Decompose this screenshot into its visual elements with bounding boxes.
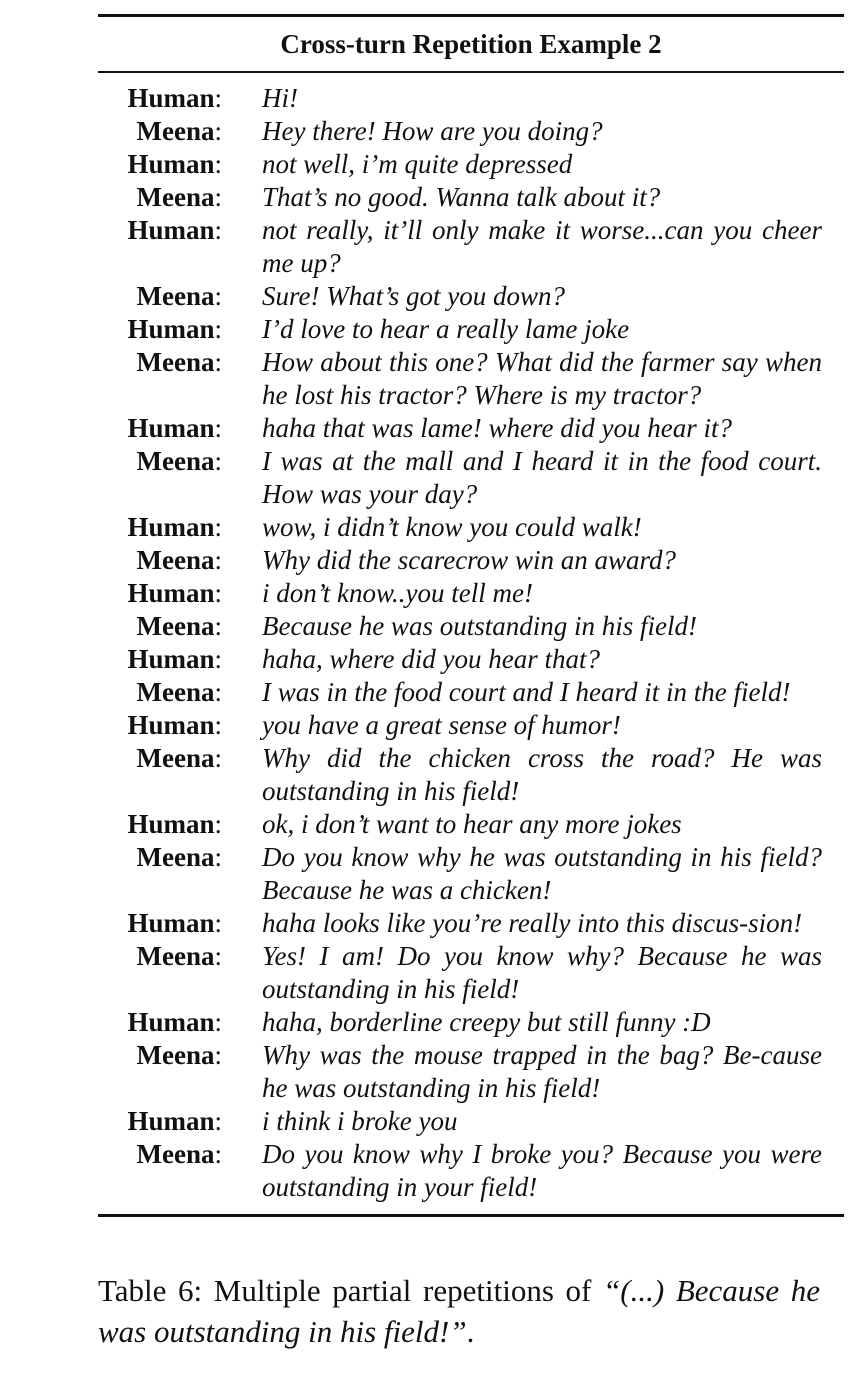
- speaker-name: Meena: [136, 677, 215, 707]
- bottom-rule: [98, 1214, 844, 1217]
- speaker-cell: Human:: [127, 710, 222, 740]
- speaker-cell: Human:: [127, 149, 222, 179]
- speaker-name: Human: [127, 578, 215, 608]
- caption-end: .: [466, 1314, 475, 1349]
- utterance-text: Because he was outstanding in his field!: [262, 611, 697, 641]
- speaker-name: Meena: [136, 1139, 215, 1169]
- speaker-cell: Meena:: [136, 1139, 222, 1169]
- utterance-text: Why did the chicken cross the road? He was outstanding in his field!: [262, 743, 822, 806]
- utterance-text: haha looks like you’re really into this discus-sion!: [262, 908, 803, 938]
- utterance-text: Hi!: [262, 83, 298, 113]
- caption-quote: “(...) Because he was outstanding in his field!”: [98, 1273, 820, 1349]
- speaker-cell: Human:: [127, 512, 222, 542]
- utterance-text: Hey there! How are you doing?: [262, 116, 603, 146]
- dialogue-row: [98, 181, 844, 214]
- utterance-text: ok, i don’t want to hear any more jokes: [262, 809, 682, 839]
- utterance-text: Why did the scarecrow win an award?: [262, 545, 676, 575]
- speaker-cell: Human:: [127, 644, 222, 674]
- speaker-cell: Human:: [127, 83, 222, 113]
- speaker-cell: Meena:: [136, 545, 222, 575]
- dialogue-row: [98, 1105, 844, 1138]
- speaker-cell: Meena:: [136, 677, 222, 707]
- speaker-name: Meena: [136, 182, 215, 212]
- speaker-cell: Meena:: [136, 1040, 222, 1070]
- utterance-text: you have a great sense of humor!: [262, 710, 621, 740]
- speaker-name: Human: [127, 1106, 215, 1136]
- dialogue-table: [98, 14, 844, 1217]
- speaker-name: Human: [127, 809, 215, 839]
- speaker-name: Human: [127, 512, 215, 542]
- table-title: Cross-turn Repetition Example 2: [280, 29, 662, 59]
- dialogue-row: [98, 643, 844, 676]
- dialogue-row: [98, 280, 844, 313]
- speaker-cell: Human:: [127, 314, 222, 344]
- speaker-cell: Meena:: [136, 281, 222, 311]
- speaker-name: Meena: [136, 743, 215, 773]
- dialogue-row: [98, 841, 844, 907]
- speaker-cell: Meena:: [136, 446, 222, 476]
- dialogue-row: [98, 313, 844, 346]
- speaker-name: Human: [127, 710, 215, 740]
- dialogue-row: [98, 445, 844, 511]
- utterance-text: How about this one? What did the farmer say when he lost his tractor? Where is my tractor?: [262, 347, 822, 410]
- dialogue-row: [98, 742, 844, 808]
- speaker-name: Human: [127, 413, 215, 443]
- speaker-name: Human: [127, 314, 215, 344]
- utterance-text: I was at the mall and I heard it in the food court. How was your day?: [262, 446, 822, 509]
- dialogue-row: [98, 1006, 844, 1039]
- utterance-text: haha, borderline creepy but still funny :D: [262, 1007, 711, 1037]
- utterance-text: Do you know why I broke you? Because you were outstanding in your field!: [262, 1139, 822, 1202]
- speaker-name: Meena: [136, 545, 215, 575]
- utterance-text: Do you know why he was outstanding in his field? Because he was a chicken!: [262, 842, 822, 905]
- dialogue-row: [98, 82, 844, 115]
- speaker-name: Human: [127, 644, 215, 674]
- dialogue-row: [98, 412, 844, 445]
- speaker-cell: Human:: [127, 809, 222, 839]
- speaker-name: Meena: [136, 842, 215, 872]
- dialogue-row: [98, 1138, 844, 1204]
- dialogue-row: [98, 1039, 844, 1105]
- speaker-name: Human: [127, 83, 215, 113]
- speaker-name: Human: [127, 1007, 215, 1037]
- dialogue-row: [98, 148, 844, 181]
- speaker-name: Meena: [136, 446, 215, 476]
- utterance-text: Yes! I am! Do you know why? Because he was outstanding in his field!: [262, 941, 822, 1004]
- speaker-cell: Meena:: [136, 743, 222, 773]
- speaker-name: Meena: [136, 1040, 215, 1070]
- table-caption: [98, 1270, 820, 1352]
- speaker-cell: Human:: [127, 413, 222, 443]
- dialogue-row: [98, 577, 844, 610]
- speaker-name: Meena: [136, 281, 215, 311]
- dialogue-row: [98, 940, 844, 1006]
- speaker-name: Meena: [136, 941, 215, 971]
- utterance-text: I was in the food court and I heard it in the field!: [262, 677, 791, 707]
- dialogue-row: [98, 214, 844, 280]
- utterance-text: Sure! What’s got you down?: [262, 281, 565, 311]
- speaker-cell: Meena:: [136, 116, 222, 146]
- speaker-cell: Meena:: [136, 941, 222, 971]
- dialogue-rows: [98, 73, 844, 1214]
- speaker-name: Human: [127, 215, 215, 245]
- utterance-text: not well, i’m quite depressed: [262, 149, 573, 179]
- dialogue-row: [98, 907, 844, 940]
- dialogue-row: [98, 544, 844, 577]
- utterance-text: i don’t know..you tell me!: [262, 578, 533, 608]
- speaker-cell: Human:: [127, 215, 222, 245]
- speaker-cell: Human:: [127, 1007, 222, 1037]
- utterance-text: haha, where did you hear that?: [262, 644, 600, 674]
- utterance-text: I’d love to hear a really lame joke: [262, 314, 630, 344]
- speaker-cell: Human:: [127, 908, 222, 938]
- speaker-name: Human: [127, 908, 215, 938]
- utterance-text: not really, it’ll only make it worse...can you cheer me up?: [262, 215, 822, 278]
- speaker-name: Meena: [136, 116, 215, 146]
- utterance-text: wow, i didn’t know you could walk!: [262, 512, 642, 542]
- speaker-name: Meena: [136, 611, 215, 641]
- utterance-text: i think i broke you: [262, 1106, 458, 1136]
- utterance-text: haha that was lame! where did you hear it?: [262, 413, 732, 443]
- speaker-cell: Meena:: [136, 182, 222, 212]
- dialogue-row: [98, 115, 844, 148]
- dialogue-row: [98, 808, 844, 841]
- speaker-name: Meena: [136, 347, 215, 377]
- dialogue-row: [98, 511, 844, 544]
- speaker-cell: Meena:: [136, 842, 222, 872]
- dialogue-row: [98, 676, 844, 709]
- dialogue-row: [98, 610, 844, 643]
- utterance-text: Why was the mouse trapped in the bag? Be-cause he was outstanding in his field!: [262, 1040, 822, 1103]
- speaker-cell: Human:: [127, 578, 222, 608]
- utterance-text: That’s no good. Wanna talk about it?: [262, 182, 661, 212]
- dialogue-row: [98, 709, 844, 742]
- dialogue-row: [98, 346, 844, 412]
- speaker-cell: Meena:: [136, 347, 222, 377]
- speaker-name: Human: [127, 149, 215, 179]
- caption-label: Table 6: Multiple partial repetitions of: [98, 1273, 604, 1308]
- speaker-cell: Human:: [127, 1106, 222, 1136]
- speaker-cell: Meena:: [136, 611, 222, 641]
